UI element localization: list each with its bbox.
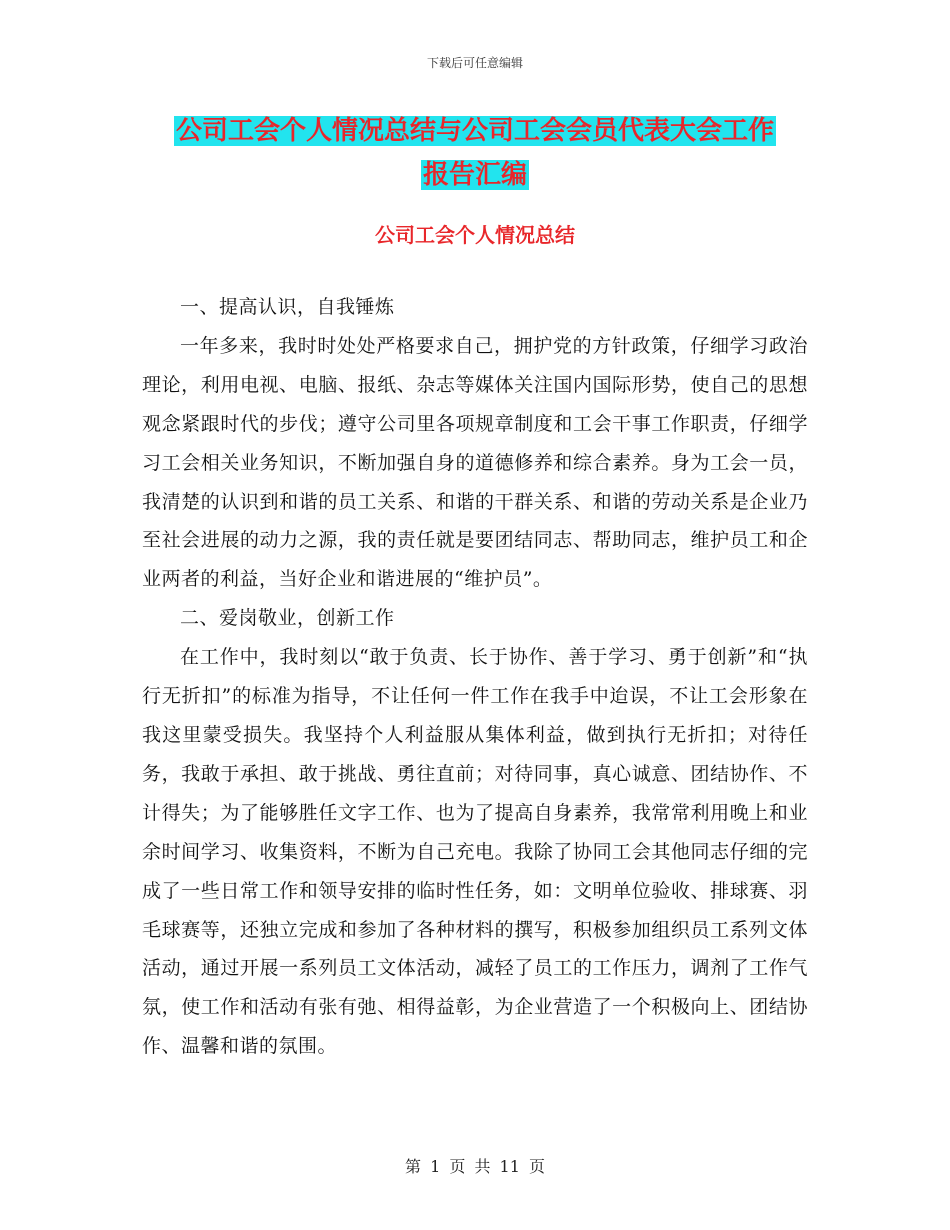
title-highlight: 公司工会个人情况总结与公司工会会员代表大会工作 — [175, 116, 774, 146]
section-heading-1: 一、提高认识，自我锤炼 — [180, 296, 395, 318]
header-note: 下载后可任意编辑 — [426, 56, 523, 70]
page-number: 第 1 页 共 11 页 — [405, 1157, 545, 1176]
title-highlight: 报告汇编 — [422, 160, 527, 190]
document-title-line-1 — [0, 110, 950, 152]
document-body — [142, 288, 808, 1066]
section-title: 公司工会个人情况总结 — [375, 223, 575, 247]
document-title-line-2 — [0, 154, 950, 196]
paragraph: 一年多来，我时时处处严格要求自己，拥护党的方针政策，仔细学习政治理论，利用电视、电脑、报纸、杂志等媒体关注国内国际形势，使自己的思想观念紧跟时代的步伐；遵守公司里各项规章制度和工会干事工作职责，仔细学习工会相关业务知识，不断加强自身的道德修养和综合素养。身为工会一员，我清楚的认识到和谐的员工关系、和谐的干群关系、和谐的劳动关系是企业乃至社会进展的动力之源，我的责任就是要团结同志、帮助同志，维护员工和企业两者的利益，当好企业和谐进展的“维护员”。 — [142, 334, 808, 591]
paragraph: 在工作中，我时刻以“敢于负责、长于协作、善于学习、勇于创新”和“执行无折扣”的标准为指导，不让任何一件工作在我手中迨误，不让工会形象在我这里蒙受损失。我坚持个人利益服从集体利益，做到执行无折扣；对待任务，我敢于承担、敢于挑战、勇往直前；对待同事，真心诚意、团结协作、不计得失；为了能够胜任文字工作、也为了提高自身素养，我常常利用晚上和业余时间学习、收集资料，不断为自己充电。我除了协同工会其他同志仔细的完成了一些日常工作和领导安排的临时性任务，如：文明单位验收、排球赛、羽毛球赛等，还独立完成和参加了各种材料的撰写，积极参加组织员工系列文体活动，通过开展一系列员工文体活动，减轻了员工的工作压力，调剂了工作气氛，使工作和活动有张有弛、相得益彰，为企业营造了一个积极向上、团结协作、温馨和谐的氛围。 — [142, 646, 808, 1058]
section-heading-2: 二、爱岗敬业，创新工作 — [180, 607, 395, 630]
